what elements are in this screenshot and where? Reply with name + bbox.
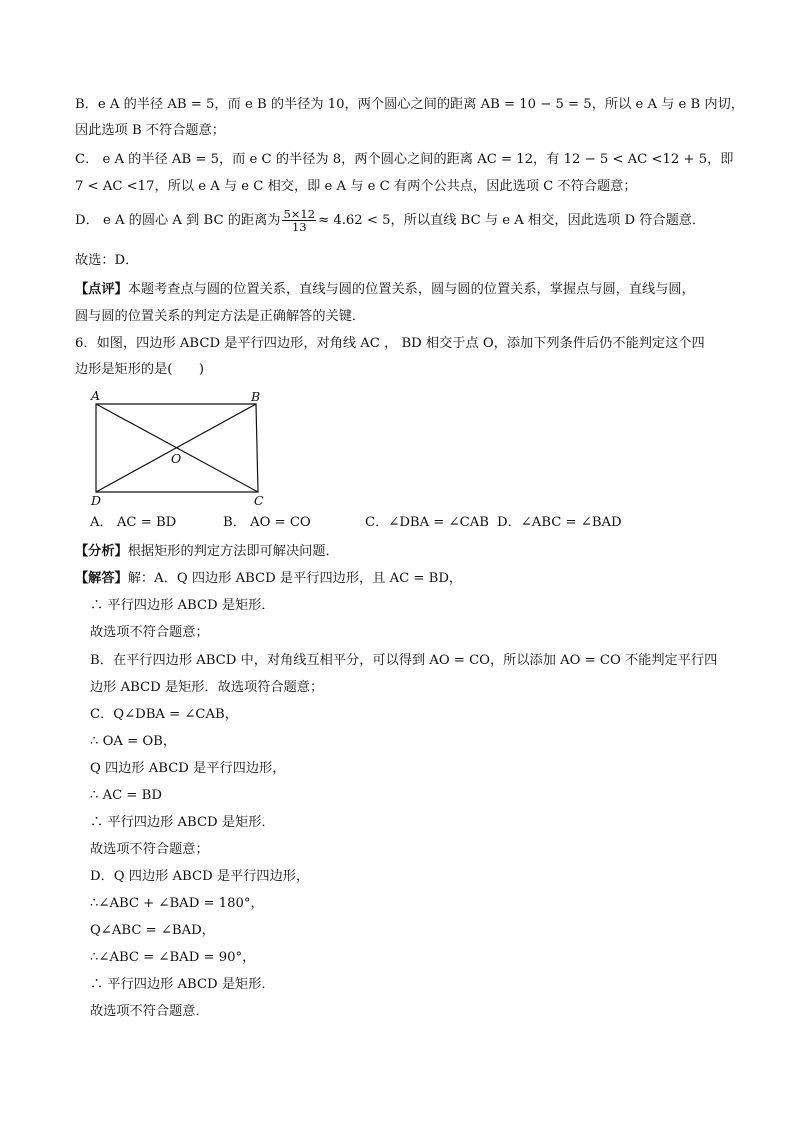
vertex-label-a: A [91, 388, 101, 403]
comment-line1 [75, 283, 695, 296]
fraction-denominator: 13 [291, 220, 307, 235]
comment-tag: 【点评】 [75, 282, 128, 297]
previous-answer: 故选：D． [75, 253, 139, 268]
rectangle-diagram [84, 388, 274, 513]
solution-line-4: B．在平行四边形 ABCD 中，对角线互相平分，可以得到 AO = CO，所以添加 AO = CO 不能判定平行四 [90, 653, 718, 668]
solution-line-8: Q 四边形 ABCD 是平行四边形， [90, 761, 286, 776]
solution-line-3: 故选项不符合题意； [90, 625, 209, 640]
comment-text: 本题考查点与圆的位置关系，直线与圆的位置关系，圆与圆的位置关系，掌握点与圆，直线与圆， [127, 282, 695, 297]
solution-line-11: 故选项不符合题意； [90, 842, 209, 857]
fraction-numerator: 5×12 [283, 207, 316, 221]
solution-line-6: C．Q∠DBA = ∠CAB， [90, 707, 238, 722]
solution-text-1: 解：A．Q 四边形 ABCD 是平行四边形，且 AC = BD， [127, 571, 463, 586]
distance-fraction [282, 208, 316, 233]
solution-line-12: D．Q 四边形 ABCD 是平行四边形， [90, 869, 310, 884]
solution-line-5: 边形 ABCD 是矩形．故选项符合题意； [90, 680, 324, 695]
vertex-label-c: C [254, 493, 264, 508]
option-b-explanation-line1: B．e A 的半径 AB = 5，而 e B 的半径为 10，两个圆心之间的距离 AB = 10 − 5 = 5，所以 e A 与 e B 内切， [75, 97, 744, 112]
solution-line-10: ∴ 平行四边形 ABCD 是矩形． [90, 815, 275, 830]
solution-line-17: 故选项不符合题意． [90, 1004, 209, 1019]
solution-line-1 [75, 572, 462, 585]
analysis-text: 根据矩形的判定方法即可解决问题． [127, 544, 339, 559]
analysis-line [75, 545, 339, 558]
analysis-tag: 【分析】 [75, 544, 128, 559]
option-d-text-before: D． e A 的圆心 A 到 BC 的距离为 [75, 213, 281, 229]
choice-b: B． AO = CO [223, 515, 311, 530]
vertex-label-b: B [251, 389, 261, 404]
option-b-explanation-line2: 因此选项 B 不符合题意； [75, 123, 225, 138]
solution-tag: 【解答】 [75, 571, 128, 586]
option-c-explanation-line1: C． e A 的半径 AB = 5，而 e C 的半径为 8，两个圆心之间的距离 AC = 12，有 12 − 5 < AC <12 + 5，即 [75, 152, 734, 167]
comment-line2: 圆与圆的位置关系的判定方法是正确解答的关键． [75, 309, 366, 324]
solution-line-15: ∴∠ABC = ∠BAD = 90°， [90, 950, 256, 965]
solution-line-16: ∴ 平行四边形 ABCD 是矩形． [90, 977, 275, 992]
choice-a: A． AC = BD [90, 515, 177, 530]
option-d-text-after: ≈ 4.62 < 5，所以直线 BC 与 e A 相交，因此选项 D 符合题意． [318, 213, 706, 229]
choice-d: D．∠ABC = ∠BAD [497, 515, 622, 530]
choice-c: C．∠DBA = ∠CAB [365, 515, 489, 530]
intersection-label-o: O [171, 451, 182, 466]
solution-line-7: ∴ OA = OB， [90, 734, 177, 749]
solution-line-9: ∴ AC = BD [90, 788, 162, 803]
vertex-label-d: D [91, 493, 102, 508]
question-6-line1: 6．如图，四边形 ABCD 是平行四边形，对角线 AC ， BD 相交于点 O，添加下列条件后仍不能判定这个四 [75, 336, 705, 351]
solution-line-13: ∴∠ABC + ∠BAD = 180°， [90, 896, 264, 911]
option-c-explanation-line2: 7 < AC <17，所以 e A 与 e C 相交，即 e A 与 e C 有两个公共点，因此选项 C 不符合题意； [75, 179, 637, 194]
solution-line-14: Q∠ABC = ∠BAD， [90, 923, 215, 938]
solution-line-2: ∴ 平行四边形 ABCD 是矩形． [90, 598, 275, 613]
option-d-explanation-line [75, 208, 705, 233]
question-6-line2: 边形是矩形的是( ) [75, 362, 204, 377]
